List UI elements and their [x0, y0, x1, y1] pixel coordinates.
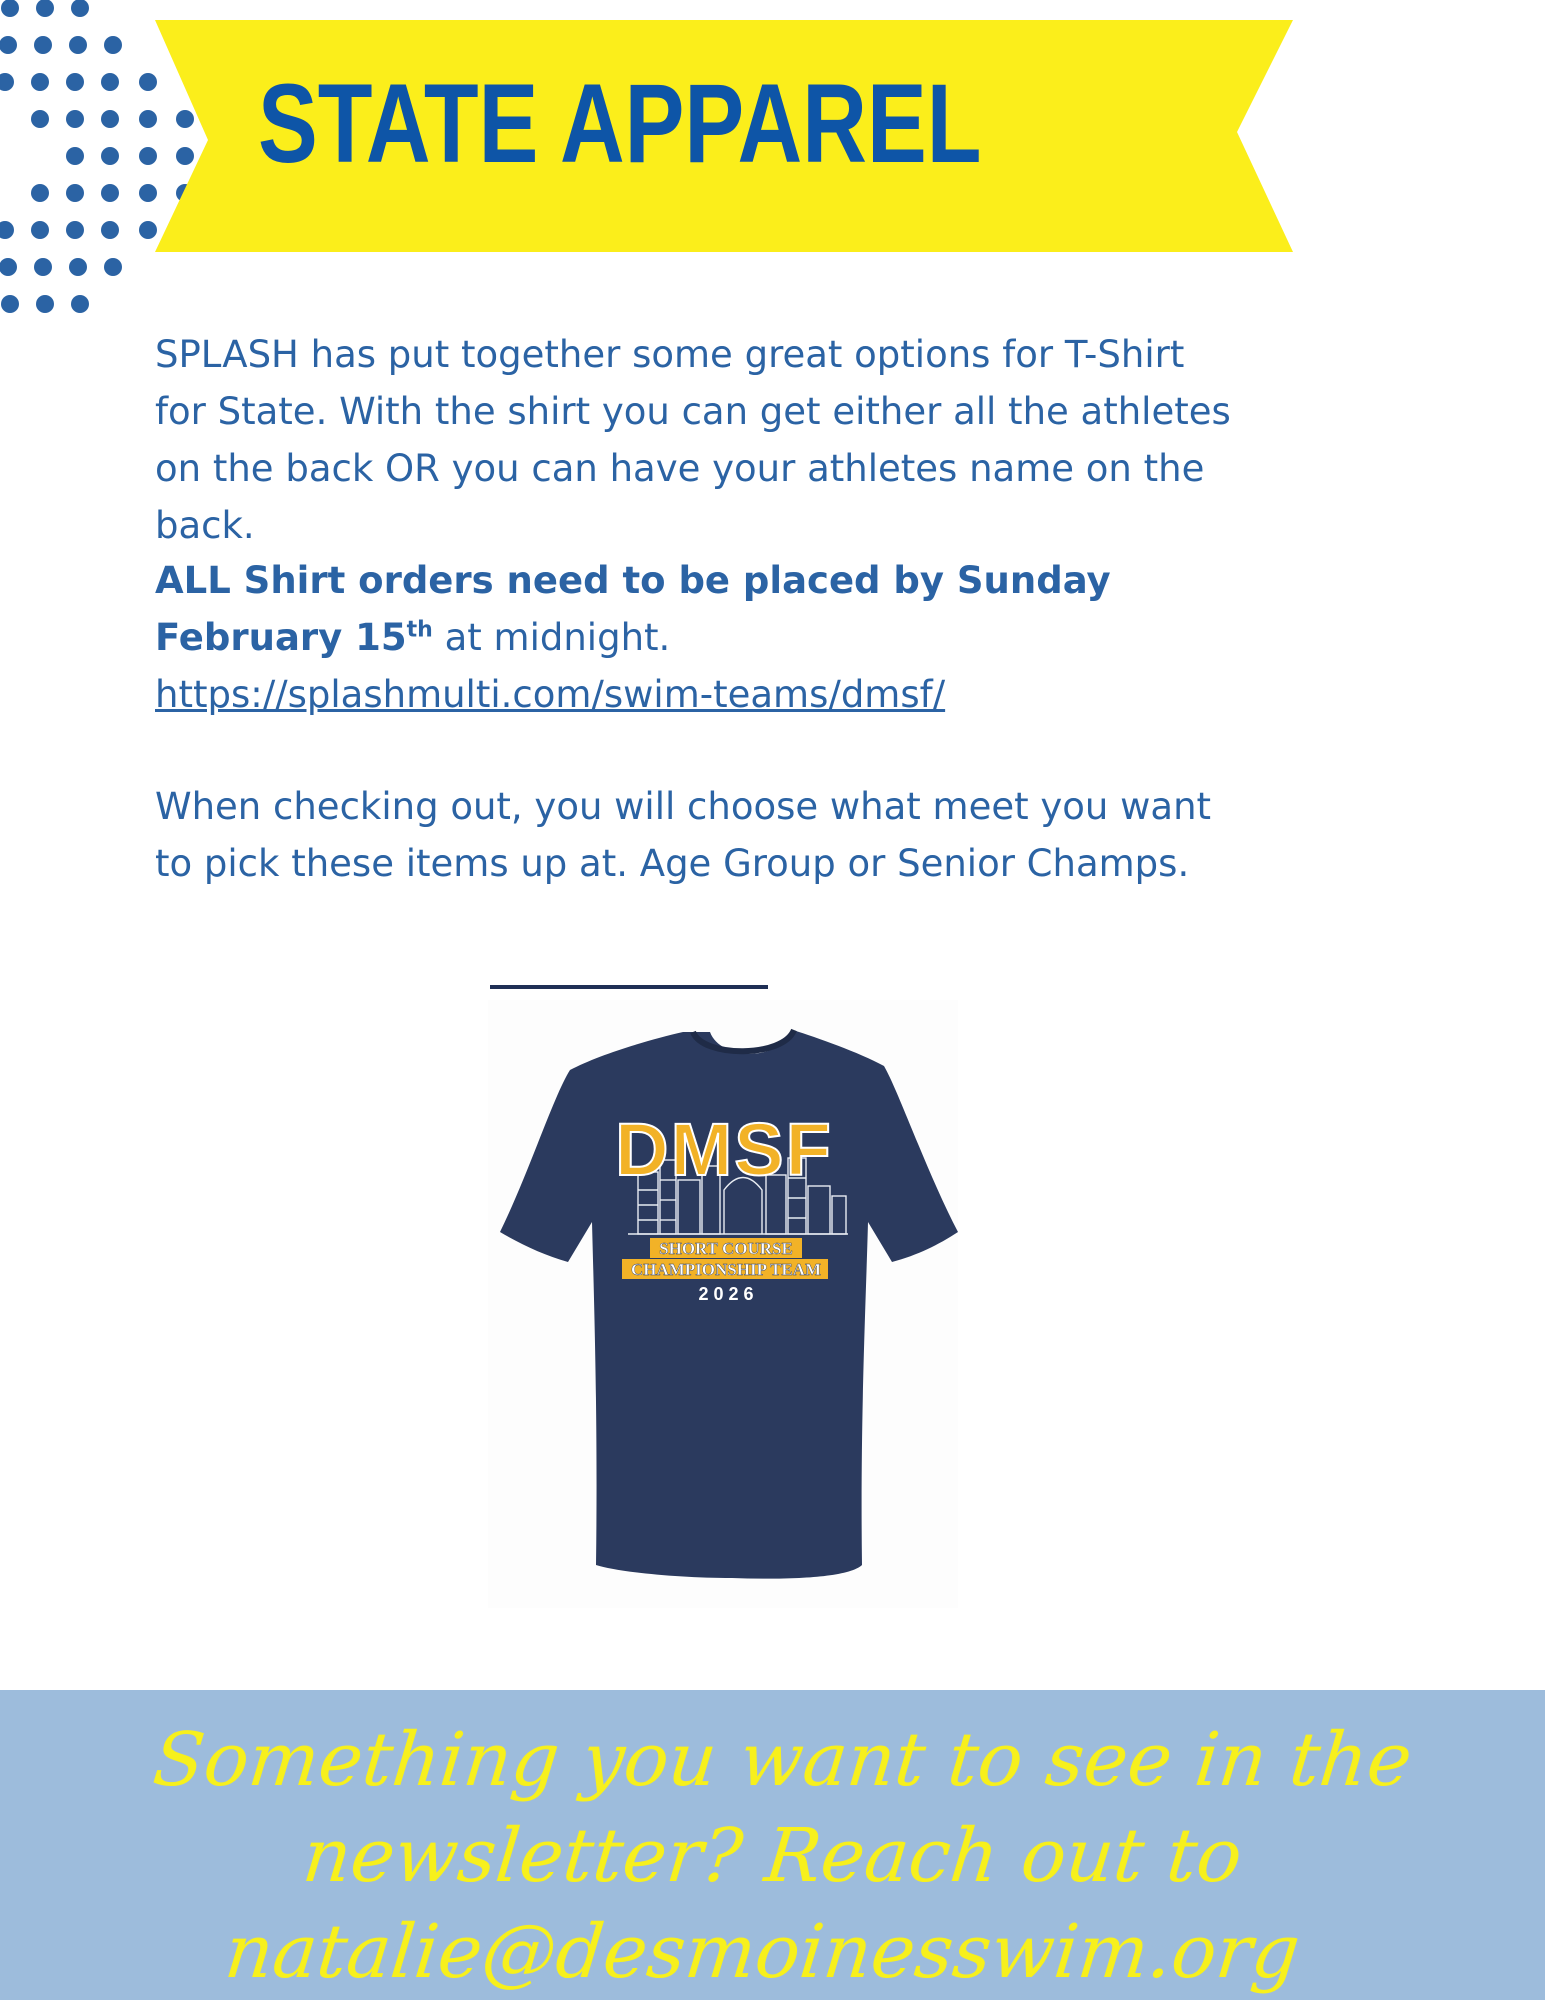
- dot: [71, 0, 89, 17]
- footer-line-2: newsletter? Reach out to: [298, 1813, 1247, 1899]
- dot: [36, 0, 54, 17]
- dot: [31, 73, 49, 91]
- pickup-paragraph: When checking out, you will choose what meet you want to pick these items up at. Age Group or Senior Champs.: [155, 785, 1212, 885]
- dot: [1, 0, 19, 17]
- dot: [0, 258, 17, 276]
- deadline-paragraph: [155, 552, 1235, 723]
- footer-line-1: Something you want to see in the: [149, 1717, 1416, 1803]
- order-link[interactable]: https://splashmulti.com/swim-teams/dmsf/: [155, 673, 946, 716]
- deadline-time-text: at midnight.: [432, 616, 671, 659]
- dot: [66, 184, 84, 202]
- dot: [66, 147, 84, 165]
- shirt-year: 2 0 2 6: [698, 1284, 754, 1304]
- page-title: STATE APPAREL: [258, 61, 982, 186]
- shirt-logo-text: DMSF: [615, 1108, 833, 1191]
- dot: [31, 184, 49, 202]
- dot: [36, 295, 54, 313]
- dot: [101, 221, 119, 239]
- dot: [0, 221, 14, 239]
- dot: [31, 110, 49, 128]
- footer-email-link[interactable]: natalie@desmoinesswim.org: [221, 1909, 1304, 1995]
- image-divider: [490, 985, 768, 989]
- intro-paragraph: SPLASH has put together some great options for T-Shirt for State. With the shirt you can get either all the athletes on the back OR you can have your athletes name on the back.: [155, 333, 1231, 547]
- footer-message: [0, 1712, 1545, 2000]
- dot: [101, 184, 119, 202]
- shirt-line-1: SHORT COURSE: [659, 1239, 793, 1258]
- dot: [104, 36, 122, 54]
- dot: [101, 110, 119, 128]
- dot: [34, 258, 52, 276]
- dot: [101, 147, 119, 165]
- shirt-line-2: CHAMPIONSHIP TEAM: [630, 1260, 822, 1279]
- tshirt-image: [488, 1000, 958, 1608]
- dot: [1, 295, 19, 313]
- dot: [66, 73, 84, 91]
- dot: [69, 258, 87, 276]
- deadline-bold-text: ALL Shirt orders need to be placed by Sunday February 15: [155, 559, 1111, 659]
- dot: [69, 36, 87, 54]
- dot: [0, 36, 17, 54]
- dot: [0, 73, 14, 91]
- ordinal-suffix: th: [406, 617, 433, 643]
- dot: [34, 36, 52, 54]
- dot: [66, 221, 84, 239]
- dot: [104, 258, 122, 276]
- dot: [71, 295, 89, 313]
- footer-banner: [0, 1690, 1545, 2000]
- dot: [31, 221, 49, 239]
- dot: [101, 73, 119, 91]
- dot: [66, 110, 84, 128]
